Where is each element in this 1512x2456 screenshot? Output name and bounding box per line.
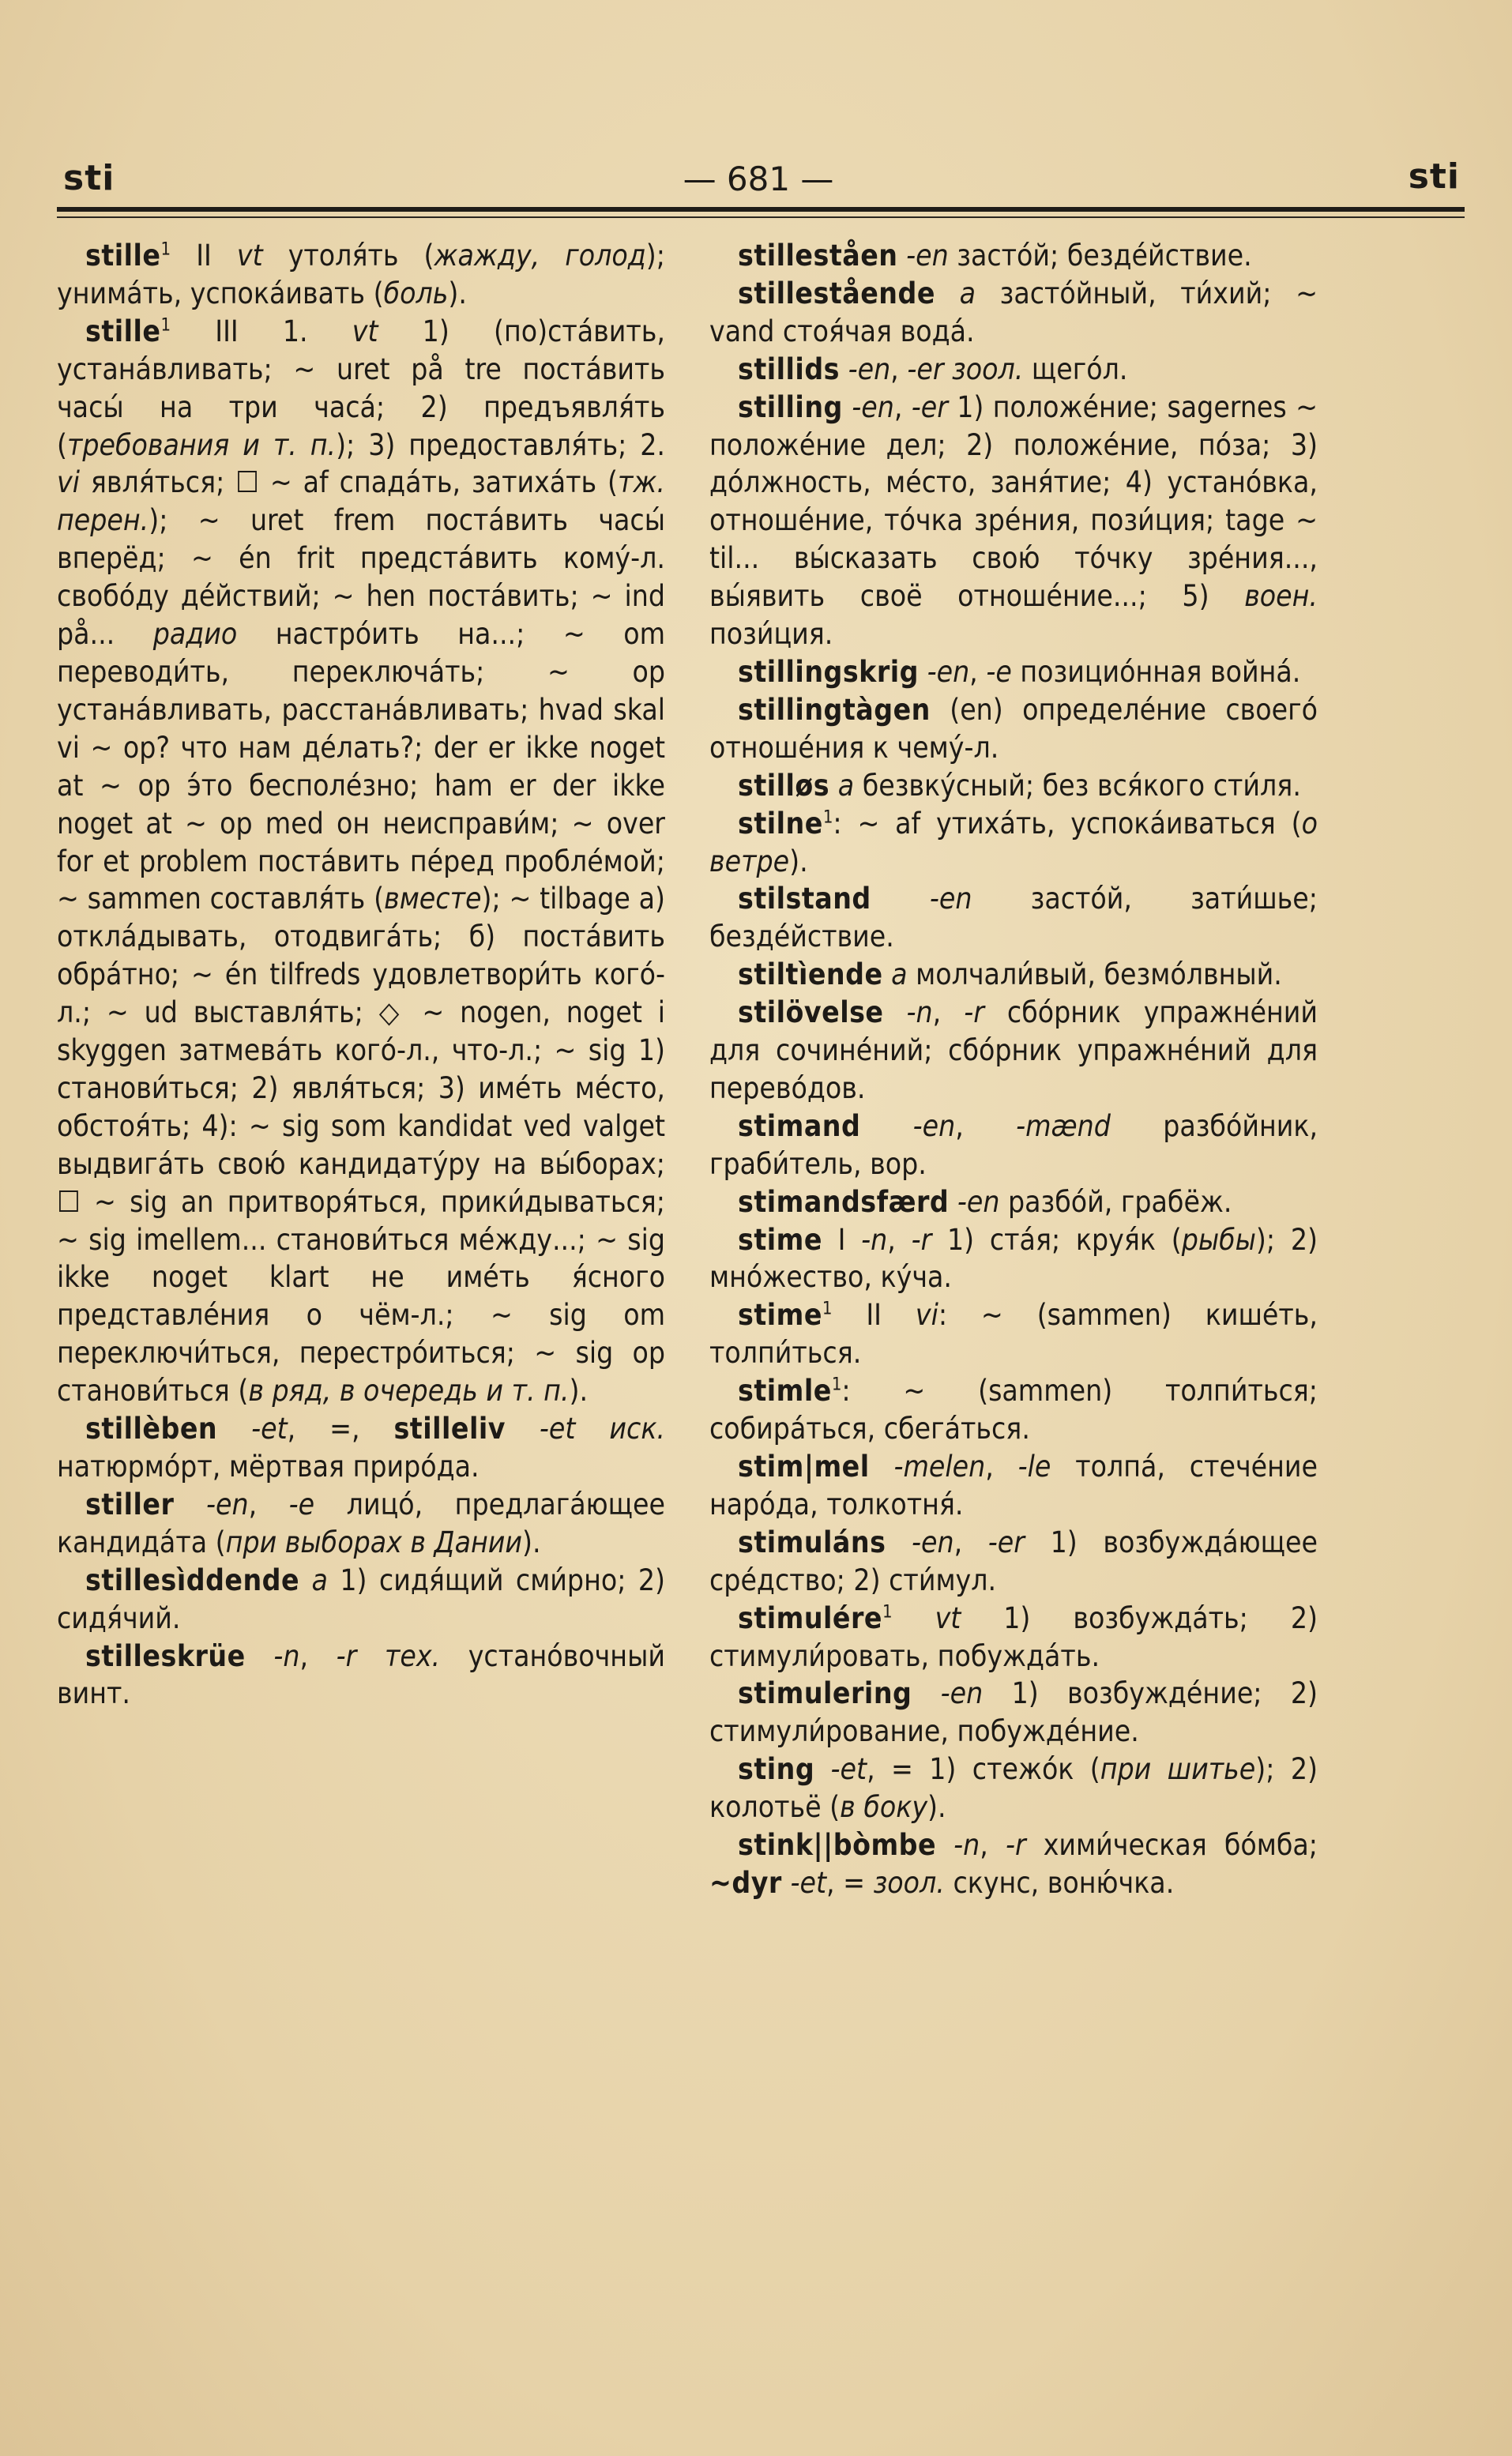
grammar-label: -r <box>911 1222 932 1257</box>
entry-text: , <box>969 654 987 689</box>
entry-text: , <box>953 1525 988 1559</box>
entry-text: , = <box>826 1865 874 1900</box>
grammar-label: -er <box>911 389 948 424</box>
entry-text: щего́л. <box>1023 352 1128 386</box>
entry-text: , <box>955 1108 1017 1143</box>
grammar-label: -e <box>288 1487 315 1521</box>
entry-text <box>814 1752 830 1786</box>
entry-text: , <box>932 995 965 1030</box>
grammar-label: -r <box>964 995 984 1030</box>
entry-text: , <box>985 1450 1018 1484</box>
entry-text <box>871 882 930 916</box>
entry-text <box>949 1185 957 1219</box>
grammar-label: -r <box>1005 1828 1026 1863</box>
entry-text: 1) положе́ние; sagernes ~ положе́ние дел; 2) положе́ние, по́за; 3) до́лжность, ме́сто, заня́тие; 4) устано́вка, отноше́ние, то́чка зре́ния, пози́ция; tage ~ til... вы́сказать свою́ то́чку зре́ния..., вы́явить своё отноше́ние...; 5) <box>709 389 1318 614</box>
headword: stilløs <box>738 768 830 803</box>
headword: sting <box>738 1752 815 1787</box>
entry-text: (en) определе́ние своего́ отноше́ния к чему́-л. <box>709 692 1318 765</box>
headword: stilleskrüe <box>85 1638 246 1673</box>
entry-text: разбо́йник, граби́тель, вор. <box>709 1108 1318 1181</box>
entry-text <box>936 1828 953 1862</box>
entry-text: сбо́рник упражне́ний для сочине́ний; сбо́рник упражне́ний для перево́дов. <box>709 995 1318 1105</box>
grammar-label: -n <box>273 1638 300 1673</box>
entry-text: пози́ция. <box>709 617 833 652</box>
headword: stime <box>738 1298 822 1333</box>
grammar-label: vt <box>352 314 378 348</box>
entry-text: : ~ af утиха́ть, успока́иваться ( <box>833 806 1302 841</box>
dictionary-entry <box>709 805 1318 881</box>
entry-text <box>898 239 907 273</box>
dictionary-entry <box>709 767 1318 805</box>
grammar-label: жажду, голод <box>434 239 646 273</box>
dictionary-entry <box>709 1221 1318 1297</box>
entry-text: , <box>980 1828 1006 1863</box>
entry-text: ). <box>789 844 808 878</box>
dictionary-entry <box>709 1372 1318 1448</box>
headword: ~dyr <box>709 1865 782 1900</box>
dictionary-entry <box>57 1410 665 1486</box>
entry-text: скунс, воню́чка. <box>944 1865 1175 1900</box>
grammar-label: -r <box>336 1638 357 1673</box>
entry-text: 1) возбужда́ющее сре́дство; 2) сти́мул. <box>709 1525 1318 1597</box>
headword: stilleståen <box>738 239 898 273</box>
entry-text <box>840 352 848 386</box>
grammar-label: при шитье <box>1100 1752 1256 1787</box>
dictionary-entry <box>709 653 1318 691</box>
entry-text <box>860 1109 912 1143</box>
grammar-label: a <box>311 1563 328 1597</box>
entry-text <box>919 655 927 689</box>
entry-text: II <box>171 239 237 273</box>
left-guide-word: sti <box>63 158 115 198</box>
grammar-label: -et <box>251 1412 288 1446</box>
entry-text <box>870 1450 894 1484</box>
dictionary-entry <box>57 1562 665 1638</box>
entry-text: натюрмо́рт, мёртвая приро́да. <box>57 1450 480 1484</box>
grammar-label: vi <box>57 465 80 500</box>
entry-text <box>356 1639 385 1673</box>
dictionary-entry <box>709 1751 1318 1826</box>
entry-text <box>912 1676 940 1710</box>
entry-text <box>893 1601 935 1635</box>
grammar-label: о ветре <box>709 806 1318 878</box>
entry-text: ); ~ tilbage а) откла́дывать, отодвига́ть; б) поста́вить обра́тно; ~ én tilfreds удовлетвори́ть кого́-л.; ~ ud выставля́ть; ◇ ~ nogen, noget i skyggen затмева́ть кого́-л., что-л.; ~ sig 1) станови́ться; 2) явля́ться; 3) име́ть ме́сто, обстоя́ть; 4): ~ sig som kandidat ved valget выдвига́ть свою́ кандидату́ру на вы́борах; ☐ ~ sig an притворя́ться, прики́дываться; ~ sig imellem... станови́ться ме́жду...; ~ sig ikke noget klart не име́ть я́сного представле́ния о чём-л.; ~ sig om переключи́ться, перестро́иться; ~ sig op станови́ться ( <box>57 882 666 1409</box>
grammar-label: -en <box>957 1184 1000 1219</box>
grammar-label: в ряд, в очередь и т. п. <box>248 1374 570 1409</box>
entry-text: 1) сидя́щий сми́рно; 2) сидя́чий. <box>57 1563 665 1635</box>
headword: stiltìende <box>738 957 883 992</box>
headword: stillids <box>738 352 840 386</box>
entry-text: , <box>248 1487 289 1521</box>
dictionary-entry <box>709 1183 1318 1221</box>
entry-text: толпа́, стече́ние наро́да, толкотня́. <box>709 1450 1318 1521</box>
dictionary-entry <box>57 313 665 1410</box>
conjugation-superscript: 1 <box>882 1602 893 1623</box>
entry-text: , <box>299 1638 337 1673</box>
right-guide-word: sti <box>1408 156 1460 197</box>
headword: stilleliv <box>393 1412 506 1446</box>
conjugation-superscript: 1 <box>160 315 171 336</box>
entry-text: , = 1) стежо́к ( <box>867 1752 1100 1787</box>
right-column <box>709 237 1318 1902</box>
conjugation-superscript: 1 <box>822 1299 833 1320</box>
entry-text: 1) возбужда́ть; 2) стимули́ровать, побужда́ть. <box>709 1600 1318 1673</box>
entry-text: безвку́сный; без вся́кого сти́ля. <box>854 768 1301 803</box>
grammar-label: воен. <box>1244 579 1318 614</box>
left-column <box>57 237 665 1713</box>
dictionary-entry <box>709 1675 1318 1751</box>
grammar-label: -et иск. <box>539 1412 665 1446</box>
dictionary-entry <box>709 275 1318 351</box>
grammar-label: -en <box>848 352 891 386</box>
headword: stilne <box>738 806 823 841</box>
headword: stiller <box>85 1487 175 1521</box>
entry-text: ); ~ uret frem поста́вить часы́ вперёд; ~ én frit предста́вить кому́-л. свобо́ду де́йствий; ~ hen поста́вить; ~ ind på... <box>57 503 665 652</box>
grammar-label: -melen <box>893 1450 986 1484</box>
grammar-label: зоол. <box>873 1865 945 1900</box>
headword: stim|mel <box>738 1450 870 1484</box>
dictionary-entry <box>709 956 1318 994</box>
entry-text: лицо́, предлага́ющее кандида́та ( <box>57 1487 666 1559</box>
entry-text: настро́ить на...; ~ om переводи́ть, переключа́ть; ~ op устана́вливать, расстана́вливать; hvad skal vi ~ op? что нам де́лать?; der er ikke noget at ~ op э́то бесполе́зно; ham er der ikke noget at ~ op med он неисправи́м; ~ over for et problem поста́вить пе́ред пробле́мой; ~ sammen составля́ть ( <box>57 617 665 916</box>
grammar-label: -n <box>861 1222 888 1257</box>
entry-text <box>829 769 838 803</box>
entry-text <box>782 1866 791 1900</box>
grammar-label: a <box>891 957 908 992</box>
grammar-label: vt <box>935 1600 961 1635</box>
entry-text: ). <box>521 1525 541 1559</box>
conjugation-superscript: 1 <box>822 807 833 828</box>
grammar-label: радио <box>152 617 238 652</box>
entry-text <box>883 957 892 991</box>
grammar-label: при выборах в Дании <box>225 1525 522 1559</box>
headword: stillingtàgen <box>738 692 931 727</box>
grammar-label: рыбы <box>1181 1222 1256 1257</box>
headword: stillèben <box>85 1412 218 1446</box>
entry-text: : ~ (sammen) кише́ть, толпи́ться. <box>709 1298 1318 1371</box>
entry-text: молчали́вый, безмо́лвный. <box>907 957 1282 992</box>
dictionary-entry <box>709 1600 1318 1676</box>
entry-text: III 1. <box>171 314 352 348</box>
grammar-label: a <box>959 276 976 310</box>
entry-text: , =, <box>287 1412 394 1446</box>
headword: stimandsfærd <box>738 1184 950 1219</box>
entry-text: , <box>890 352 908 386</box>
headword: stime <box>738 1222 822 1257</box>
grammar-label: -n <box>906 995 933 1030</box>
entry-text: I <box>822 1222 862 1257</box>
entry-text <box>246 1639 274 1673</box>
entry-text: ). <box>569 1374 589 1409</box>
header-rule-thin <box>57 216 1465 218</box>
grammar-label: vi <box>915 1298 938 1333</box>
dictionary-entry <box>709 994 1318 1108</box>
grammar-label: -et <box>790 1865 826 1900</box>
entry-text <box>886 1525 912 1559</box>
headword: stilövelse <box>738 995 884 1030</box>
entry-text: ); 2) колотьё ( <box>709 1752 1318 1825</box>
entry-text <box>299 1563 311 1597</box>
entry-text <box>174 1488 206 1521</box>
dictionary-entry <box>57 1638 665 1713</box>
dictionary-entry <box>709 237 1318 275</box>
entry-text <box>935 276 960 310</box>
grammar-label: вместе <box>384 882 482 916</box>
entry-text: , <box>893 389 912 424</box>
dictionary-entry <box>709 1826 1318 1902</box>
dictionary-entry <box>709 880 1318 956</box>
grammar-label: -en <box>906 239 949 273</box>
grammar-label: тж. перен. <box>57 465 665 538</box>
headword: stimulering <box>738 1676 912 1711</box>
dictionary-entry <box>57 237 665 313</box>
headword: stimle <box>738 1374 832 1409</box>
dictionary-entry <box>709 351 1318 389</box>
grammar-label: -n <box>953 1828 980 1863</box>
grammar-label: -e <box>986 654 1012 689</box>
entry-text: явля́ться; ☐ ~ af спада́ть, затиха́ть ( <box>79 465 619 500</box>
headword: stille <box>85 239 161 273</box>
grammar-label: -en <box>912 1525 954 1559</box>
grammar-label: vt <box>236 239 263 273</box>
page-number: — 681 — <box>683 160 834 198</box>
grammar-label: -en <box>205 1487 249 1521</box>
grammar-label: тех. <box>384 1638 441 1673</box>
entry-text <box>884 995 907 1029</box>
dictionary-entry <box>709 1524 1318 1600</box>
headword: stillesìddende <box>85 1563 300 1597</box>
entry-text: устано́вочный винт. <box>57 1638 665 1711</box>
entry-text: , <box>887 1222 912 1257</box>
conjugation-superscript: 1 <box>831 1375 842 1395</box>
grammar-label: -en <box>912 1108 956 1143</box>
dictionary-entry <box>57 1486 665 1562</box>
grammar-label: -mænd <box>1016 1108 1111 1143</box>
header-rule <box>57 207 1465 212</box>
dictionary-entry <box>709 691 1318 767</box>
entry-text <box>506 1412 540 1446</box>
headword: stilstand <box>738 882 871 916</box>
entry-text: засто́йный, ти́хий; ~ vand стоя́чая вода́. <box>709 276 1318 348</box>
grammar-label: -en <box>929 882 972 916</box>
entry-text: ). <box>448 276 467 310</box>
headword: stink||bòmbe <box>738 1828 937 1863</box>
grammar-label: -en <box>927 654 970 689</box>
dictionary-entry <box>709 1108 1318 1183</box>
dictionary-entry <box>709 389 1318 653</box>
entry-text: II <box>832 1298 916 1333</box>
grammar-label: боль <box>383 276 449 310</box>
grammar-label: -en <box>940 1676 984 1711</box>
headword: stilling <box>738 389 843 424</box>
headword: stimulére <box>738 1600 883 1635</box>
grammar-label: a <box>837 768 855 803</box>
headword: stille <box>85 314 161 348</box>
entry-text: позицио́нная война́. <box>1011 654 1301 689</box>
entry-text: разбо́й, грабёж. <box>999 1184 1232 1219</box>
entry-text <box>843 390 852 424</box>
grammar-label: -en <box>852 389 894 424</box>
grammar-label: -er <box>987 1525 1025 1559</box>
grammar-label: -le <box>1017 1450 1051 1484</box>
entry-text <box>217 1412 251 1446</box>
entry-text: ); 3) предоставля́ть; 2. <box>336 427 665 462</box>
conjugation-superscript: 1 <box>160 239 171 260</box>
dictionary-entry <box>709 1448 1318 1524</box>
entry-text: ). <box>927 1790 946 1825</box>
entry-text: ); 2) мно́жество, ку́ча. <box>709 1222 1318 1295</box>
grammar-label: требования и т. п. <box>67 427 337 462</box>
headword: stimand <box>738 1108 861 1143</box>
headword: stimuláns <box>738 1525 886 1559</box>
headword: stillingskrig <box>738 654 919 689</box>
entry-text: засто́й; безде́йствие. <box>948 239 1252 273</box>
entry-text: засто́й, зати́шье; безде́йствие. <box>709 882 1318 954</box>
grammar-label: в боку <box>840 1790 928 1825</box>
entry-text: ); унима́ть, успока́ивать ( <box>57 239 666 310</box>
page-header <box>57 156 1460 212</box>
dictionary-entry <box>709 1296 1318 1372</box>
entry-text: : ~ (sammen) толпи́ться; собира́ться, сбега́ться. <box>709 1374 1318 1446</box>
entry-text: 1) возбужде́ние; 2) стимули́рование, побужде́ние. <box>709 1676 1318 1749</box>
entry-text: 1) ста́я; круя́к ( <box>931 1222 1182 1257</box>
grammar-label: -et <box>830 1752 867 1787</box>
entry-text: хими́ческая бо́мба; <box>1025 1828 1318 1863</box>
grammar-label: -er зоол. <box>907 352 1024 386</box>
entry-text: утоля́ть ( <box>262 239 434 273</box>
headword: stillestående <box>738 276 935 310</box>
entry-text: 1) (по)ста́вить, устана́вливать; ~ uret på tre поста́вить часы́ на три часа́; 2) предъявля́ть ( <box>57 314 665 462</box>
